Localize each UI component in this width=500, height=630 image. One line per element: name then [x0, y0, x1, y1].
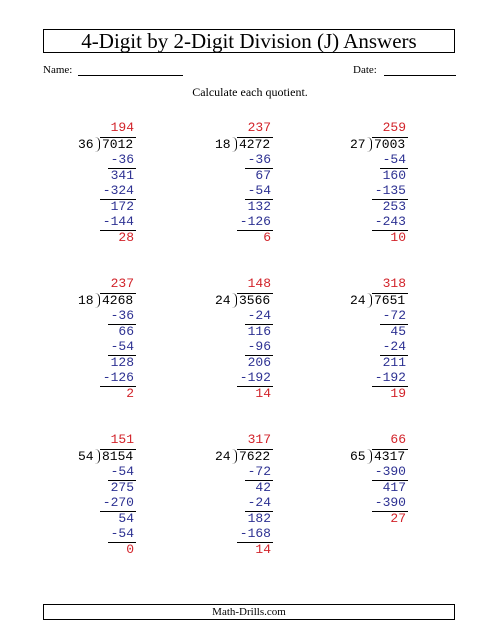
quotient: 151 — [110, 432, 134, 447]
partial-result: 132 — [247, 198, 271, 214]
division-bracket — [232, 293, 237, 308]
date-line — [384, 75, 456, 76]
dividend: 3566 — [239, 292, 271, 308]
partial-result: 275 — [110, 479, 134, 495]
partial-result: 42 — [255, 479, 271, 495]
partial-result: 172 — [110, 198, 134, 214]
subtraction-2: -324 — [102, 183, 134, 198]
partial-result: 417 — [382, 479, 406, 495]
subtraction-2: -24 — [247, 495, 271, 510]
remainder: 6 — [263, 229, 271, 245]
remainder: 14 — [255, 541, 271, 557]
division-problem — [215, 276, 305, 406]
division-bracket — [367, 449, 372, 464]
division-bracket — [367, 137, 372, 152]
subtraction-3: -54 — [110, 526, 134, 541]
partial-result: 160 — [382, 167, 406, 183]
worksheet-title: 4-Digit by 2-Digit Division (J) Answers — [43, 29, 455, 53]
subtraction-2: -54 — [110, 339, 134, 354]
partial-result: 128 — [110, 354, 134, 370]
partial-result: 116 — [247, 323, 271, 339]
quotient: 237 — [247, 120, 271, 135]
partial-result: 182 — [247, 510, 271, 526]
subtraction-1: -36 — [110, 152, 134, 167]
quotient: 317 — [247, 432, 271, 447]
division-problem — [215, 120, 305, 250]
remainder: 28 — [118, 229, 134, 245]
division-bracket — [232, 449, 237, 464]
partial-result: 45 — [390, 323, 406, 339]
dividend: 4272 — [239, 136, 271, 152]
division-problem — [78, 276, 168, 406]
divisor: 18 — [78, 292, 94, 308]
instructions: Calculate each quotient. — [192, 85, 308, 99]
divisor: 65 — [350, 448, 366, 464]
subtraction-2: -270 — [102, 495, 134, 510]
subtraction-2: -96 — [247, 339, 271, 354]
subtraction-1: -390 — [374, 464, 406, 479]
subtraction-3: -243 — [374, 214, 406, 229]
division-bracket — [95, 137, 100, 152]
division-problem — [78, 432, 168, 562]
subtraction-3: -168 — [239, 526, 271, 541]
subtraction-2: -390 — [374, 495, 406, 510]
footer-site: Math-Drills.com — [43, 604, 455, 620]
subtraction-1: -72 — [382, 308, 406, 323]
partial-result: 206 — [247, 354, 271, 370]
dividend: 7651 — [374, 292, 406, 308]
subtraction-2: -135 — [374, 183, 406, 198]
remainder: 10 — [390, 229, 406, 245]
subtraction-3: -144 — [102, 214, 134, 229]
partial-result: 211 — [382, 354, 406, 370]
remainder: 27 — [390, 510, 406, 526]
subtraction-1: -24 — [247, 308, 271, 323]
quotient: 148 — [247, 276, 271, 291]
divisor: 36 — [78, 136, 94, 152]
division-problem — [215, 432, 305, 562]
divisor: 24 — [350, 292, 366, 308]
subtraction-1: -36 — [247, 152, 271, 167]
divisor: 18 — [215, 136, 231, 152]
divisor: 24 — [215, 292, 231, 308]
quotient: 66 — [390, 432, 406, 447]
division-problem — [78, 120, 168, 250]
dividend: 7622 — [239, 448, 271, 464]
partial-result: 54 — [118, 510, 134, 526]
division-problem — [350, 432, 440, 562]
quotient: 259 — [382, 120, 406, 135]
division-bracket — [367, 293, 372, 308]
subtraction-3: -192 — [239, 370, 271, 385]
subtraction-3: -126 — [239, 214, 271, 229]
division-problem — [350, 120, 440, 250]
division-bracket — [232, 137, 237, 152]
dividend: 8154 — [102, 448, 134, 464]
subtraction-3: -192 — [374, 370, 406, 385]
division-bracket — [95, 293, 100, 308]
division-bracket — [95, 449, 100, 464]
dividend: 4268 — [102, 292, 134, 308]
subtraction-1: -36 — [110, 308, 134, 323]
remainder: 2 — [126, 385, 134, 401]
division-problem — [350, 276, 440, 406]
divisor: 54 — [78, 448, 94, 464]
subtraction-2: -54 — [247, 183, 271, 198]
subtraction-2: -24 — [382, 339, 406, 354]
partial-result: 341 — [110, 167, 134, 183]
partial-result: 253 — [382, 198, 406, 214]
name-label: Name: — [43, 64, 73, 76]
partial-result: 66 — [118, 323, 134, 339]
date-label: Date: — [353, 64, 377, 76]
subtraction-1: -54 — [382, 152, 406, 167]
dividend: 4317 — [374, 448, 406, 464]
remainder: 0 — [126, 541, 134, 557]
remainder: 14 — [255, 385, 271, 401]
subtraction-1: -54 — [110, 464, 134, 479]
subtraction-1: -72 — [247, 464, 271, 479]
divisor: 27 — [350, 136, 366, 152]
dividend: 7003 — [374, 136, 406, 152]
quotient: 318 — [382, 276, 406, 291]
remainder: 19 — [390, 385, 406, 401]
dividend: 7012 — [102, 136, 134, 152]
partial-result: 67 — [255, 167, 271, 183]
quotient: 194 — [110, 120, 134, 135]
quotient: 237 — [110, 276, 134, 291]
subtraction-3: -126 — [102, 370, 134, 385]
name-line — [78, 75, 183, 76]
divisor: 24 — [215, 448, 231, 464]
